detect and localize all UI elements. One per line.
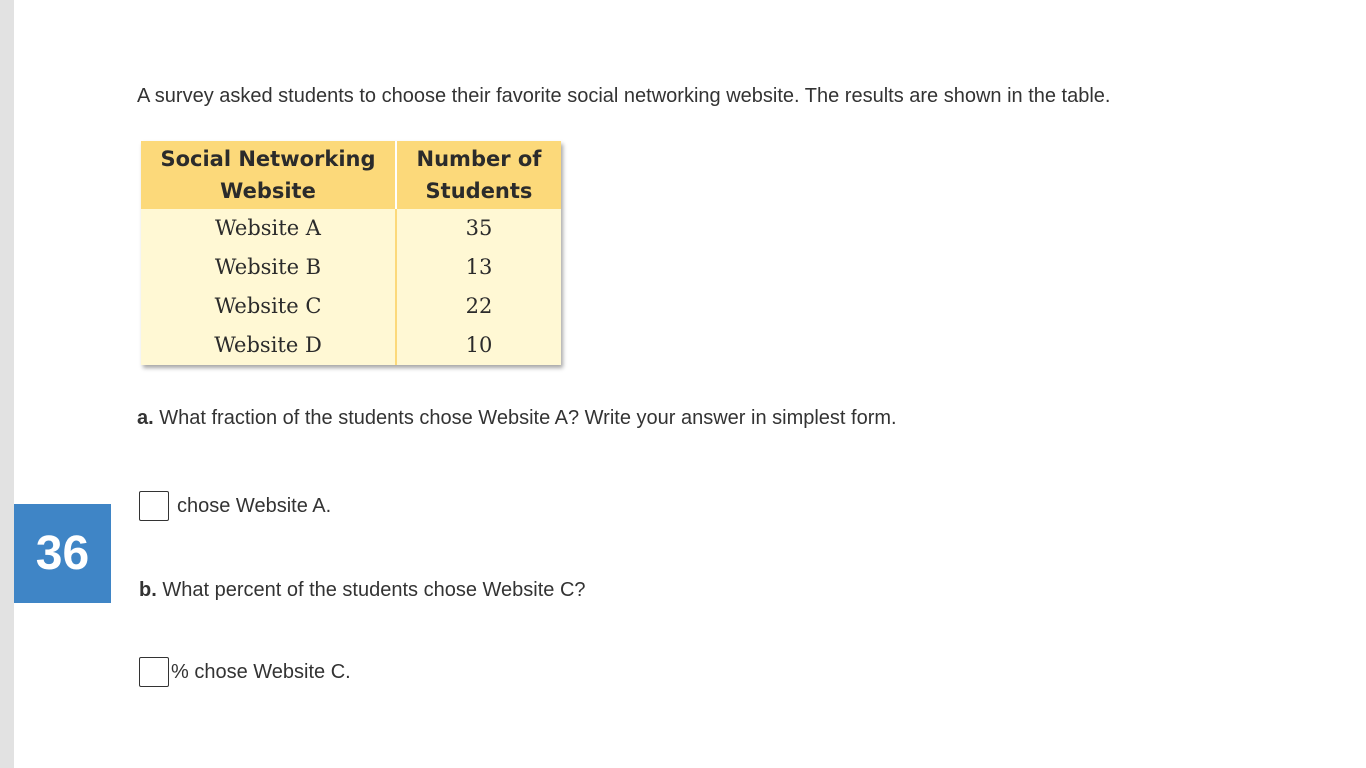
- table-cell-website: Website C: [141, 287, 396, 326]
- part-a-text: What fraction of the students chose Website A? Write your answer in simplest form.: [153, 407, 897, 429]
- column-header-students-line2: Students: [425, 179, 533, 203]
- column-header-website-line1: Social Networking: [160, 147, 376, 171]
- table-row: [141, 287, 561, 326]
- table-row: [141, 326, 561, 365]
- part-a-label: a.: [137, 407, 154, 429]
- part-a-question: [137, 405, 897, 431]
- part-a-answer-suffix: chose Website A.: [177, 494, 332, 517]
- column-header-students: [396, 141, 561, 209]
- table-row: [141, 209, 561, 248]
- part-a-answer-line: [139, 491, 331, 521]
- left-edge-bar: [0, 0, 14, 768]
- table-cell-students: 35: [396, 209, 561, 248]
- table-header-row: [141, 141, 561, 209]
- question-content: [137, 0, 1366, 768]
- table-cell-students: 10: [396, 326, 561, 365]
- column-header-website-line2: Website: [220, 179, 316, 203]
- table-cell-students: 13: [396, 248, 561, 287]
- table-cell-website: Website B: [141, 248, 396, 287]
- survey-table-container: [141, 141, 561, 365]
- table-cell-website: Website A: [141, 209, 396, 248]
- question-prompt: A survey asked students to choose their favorite social networking website. The results are shown in the table.: [137, 85, 1111, 107]
- survey-table: [141, 141, 561, 365]
- table-row: [141, 248, 561, 287]
- column-header-website: [141, 141, 396, 209]
- table-cell-students: 22: [396, 287, 561, 326]
- part-b-question: [139, 577, 586, 603]
- part-b-answer-line: [139, 657, 351, 687]
- part-b-answer-suffix: % chose Website C.: [171, 660, 351, 683]
- part-b-answer-input[interactable]: [139, 657, 169, 687]
- part-a-answer-input[interactable]: [139, 491, 169, 521]
- part-b-label: b.: [139, 579, 157, 601]
- part-b-text: What percent of the students chose Website C?: [156, 579, 586, 601]
- table-cell-website: Website D: [141, 326, 396, 365]
- column-header-students-line1: Number of: [416, 147, 542, 171]
- question-number-badge: 36: [14, 504, 111, 603]
